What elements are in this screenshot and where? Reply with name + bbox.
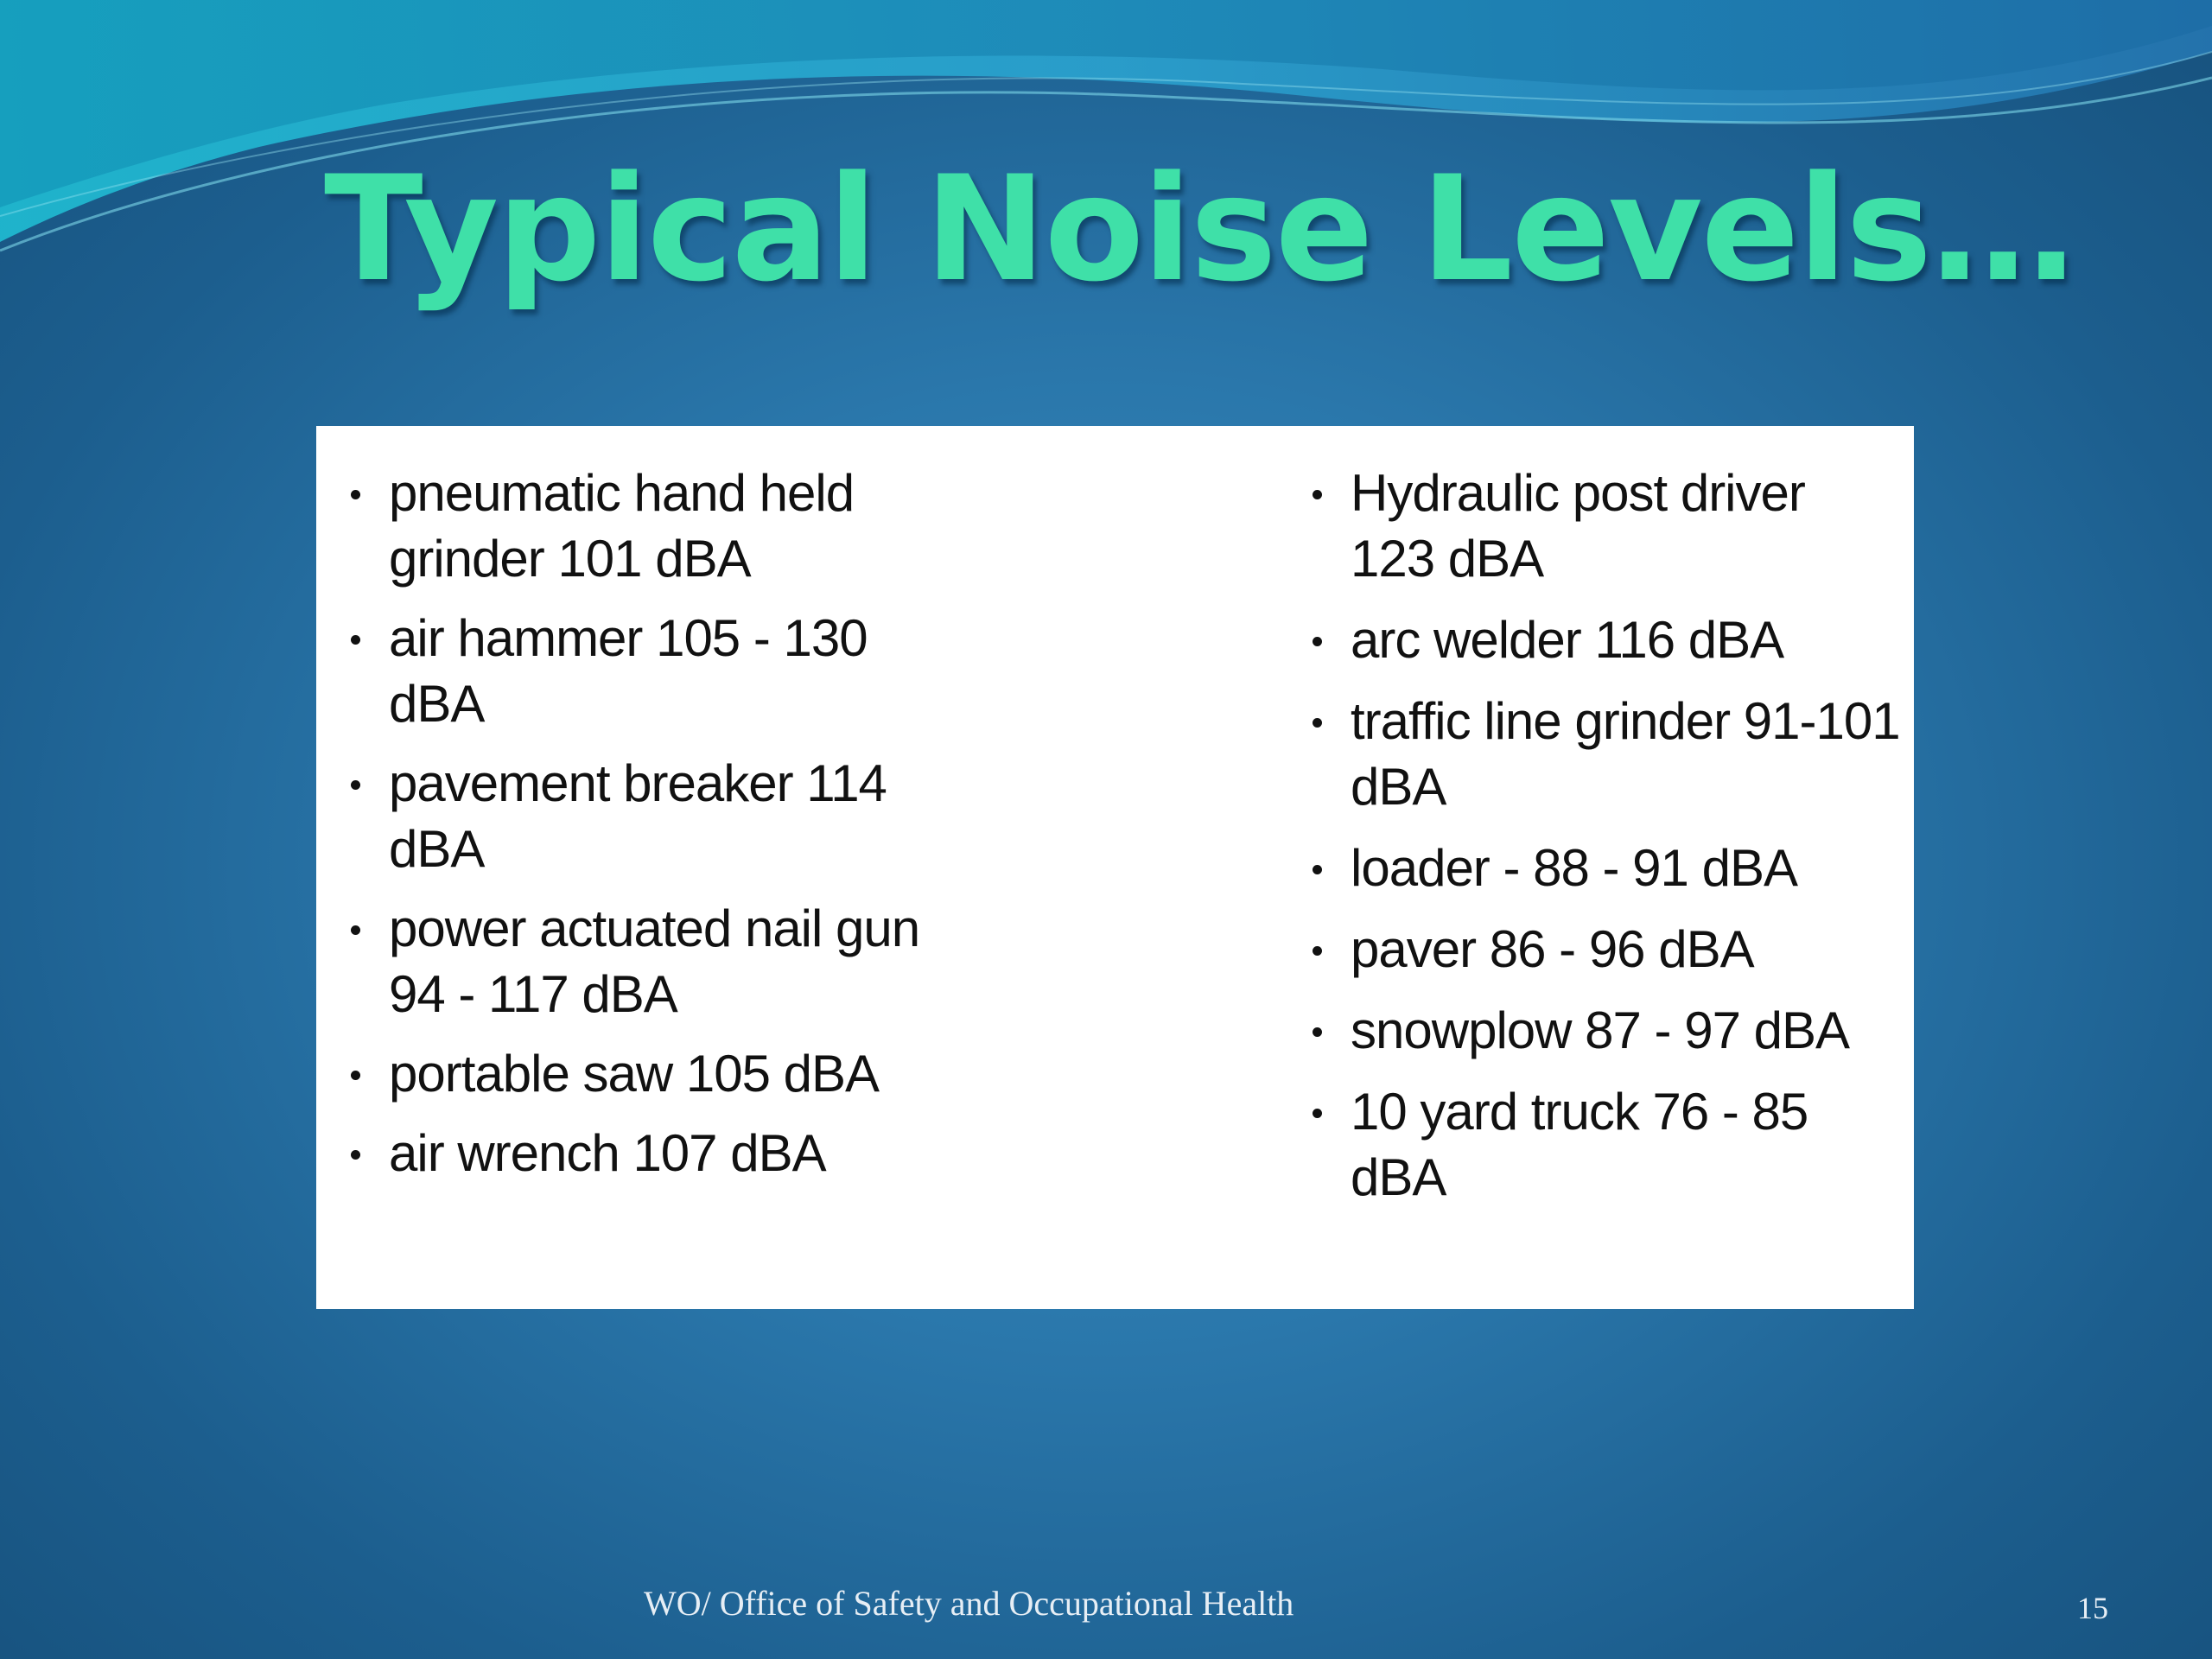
list-item: loader - 88 - 91 dBA (1304, 836, 1900, 901)
list-item: pavement breaker 114 dBA (342, 751, 947, 882)
list-item: air wrench 107 dBA (342, 1121, 947, 1186)
list-item: 10 yard truck 76 - 85 dBA (1304, 1079, 1900, 1211)
list-item: Hydraulic post driver 123 dBA (1304, 461, 1900, 592)
list-item: air hammer 105 - 130 dBA (342, 606, 947, 737)
footer-text: WO/ Office of Safety and Occupational Health (644, 1584, 1294, 1623)
list-item: traffic line grinder 91-101 dBA (1304, 689, 1900, 820)
noise-levels-panel (316, 426, 1914, 1309)
list-item: pneumatic hand held grinder 101 dBA (342, 461, 947, 592)
list-item: arc welder 116 dBA (1304, 607, 1900, 673)
list-item: power actuated nail gun 94 - 117 dBA (342, 896, 947, 1027)
page-number: 15 (2077, 1591, 2108, 1625)
list-item: snowplow 87 - 97 dBA (1304, 998, 1900, 1064)
list-item: paver 86 - 96 dBA (1304, 917, 1900, 982)
slide-title: Typical Noise Levels… (324, 144, 2075, 314)
right-bullet-list (1304, 461, 1900, 1226)
list-item: portable saw 105 dBA (342, 1041, 947, 1107)
left-bullet-list (342, 461, 947, 1200)
